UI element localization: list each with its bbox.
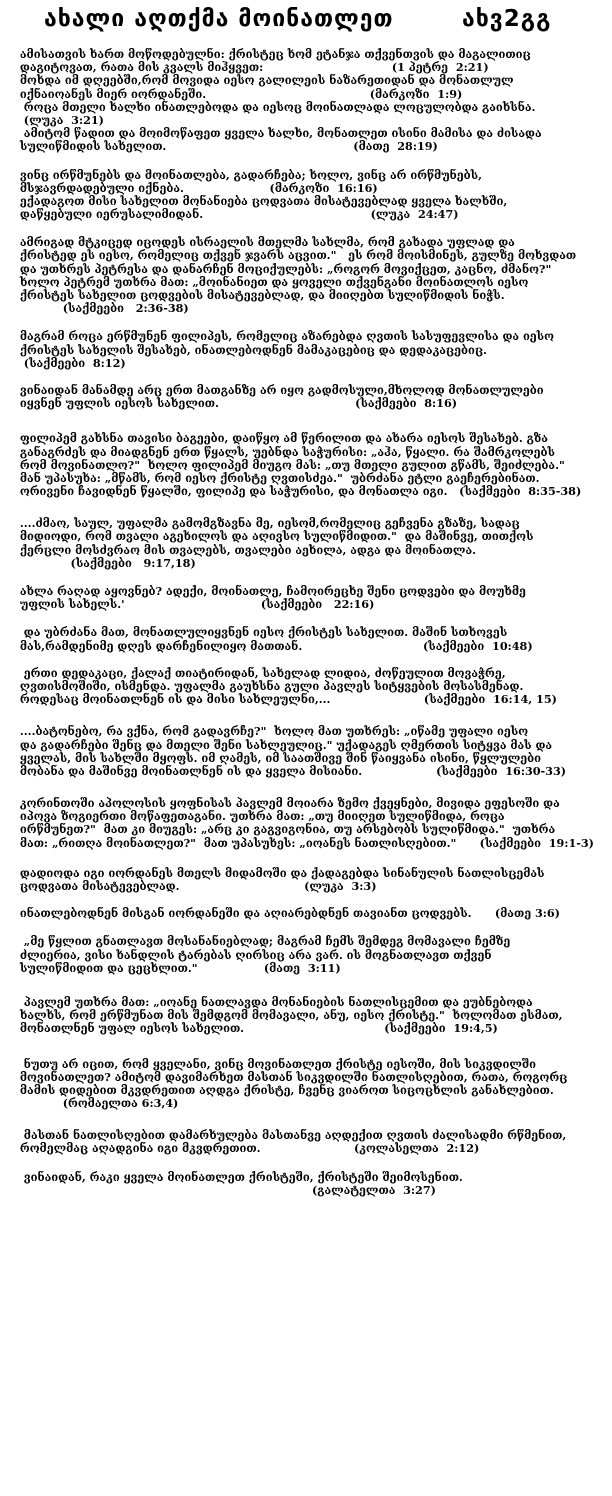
verse-line: ყველას, მის სახლში მყოფს. იმ ღამეს, იმ საათშივე შინ წაიყვანა ისინი, წყლულები bbox=[16, 751, 542, 765]
verse-line: ქრისტეს სახელის შესახებ, ინათლებოდნენ მამაკაცებიც და დედაკაცებიც. bbox=[16, 343, 487, 357]
verse-line: ვინც ირწმუნებს და მოინათლება, გადარჩება; ხოლო, ვინც არ ირწმუნებს, bbox=[16, 168, 482, 182]
verse-paragraph bbox=[16, 384, 600, 410]
verse-line: როცა მთელი ხალხი ინათლებოდა და იესოც მოინათლადა ლოცულობდა გაიხსნა. bbox=[16, 100, 536, 114]
verse-line: ვინაიდან მანამდე არც ერთ მათგანზე არ იყო გადმოსული,მხოლოდ მონათლულები bbox=[16, 383, 544, 397]
verse-paragraph bbox=[16, 996, 600, 1036]
verse-line: უფლის სახელს.' (საქმეები 22:16) bbox=[16, 598, 375, 612]
verse-line: და უთხრეს პეტრესა და დანარჩენ მოციქულებს: „როგორ მოვიქცეთ, კაცნო, ძმანო?" bbox=[16, 262, 552, 276]
verse-paragraph bbox=[16, 585, 600, 611]
verse-paragraph bbox=[16, 867, 600, 893]
verse-line: ქერცლი მოსძვრაო მის თვალებს, თვალები აეხილა, ადგა და მოინათლა. bbox=[16, 543, 476, 557]
verse-line: დაწყებული იერუსალიმიდან. (ლუკა 24:47) bbox=[16, 208, 459, 222]
verse-paragraph bbox=[16, 330, 600, 370]
verse-line: განაგრძეს და მიადგნენ ერთ წყალს, უებნდა საჭურისი: „აჰა, წყალი. რა შამრკოლებს bbox=[16, 445, 555, 459]
verse-line: სულიწმიდის სახელით. (მათე 28:19) bbox=[16, 140, 438, 154]
verse-line: ძლიერია, ვისი ხანდლის ტარებას ღირსიც არა ვარ. ის მოგნათლავთ თქვენ bbox=[16, 948, 492, 962]
verse-line: ორივენი ჩავიდნენ წყალში, ფილიპე და საჭურისი, და მონათლა იგი. (საქმეები 8:35-38) bbox=[16, 485, 582, 499]
verse-line: ნუთუ არ იცით, რომ ყველანი, ვინც მოვინათლეთ ქრისტე იესოში, მის სიკვდილში bbox=[16, 1057, 536, 1071]
verse-paragraph bbox=[16, 1171, 600, 1197]
verse-paragraph bbox=[16, 517, 600, 570]
verse-line: ირწმუნეთ?" მათ კი მიუგეს: „არც კი გაგვიგონია, თუ არსებობს სულიწმიდა." უთხრა bbox=[16, 823, 556, 837]
verse-line: და გადარჩები შენც და მთელი შენი სახლეულიც." უქადაგეს ღმერთის სიტყვა მას და bbox=[16, 738, 553, 752]
verse-paragraph bbox=[16, 797, 600, 850]
verse-line: ამისათვის ხართ მოწოდებულნი: ქრისტეც ხომ ეტანჯა თქვენთვის და მაგალითიც bbox=[16, 48, 531, 61]
verse-line: ვინაიდან, რაკი ყველა მოინათლეთ ქრისტეში, ქრისტეში შეიმოსენით. bbox=[16, 1170, 463, 1184]
verse-line: მონათლნენ უფალ იესოს სახელით. (საქმეები 19:4,5) bbox=[16, 1022, 498, 1036]
verse-paragraph bbox=[16, 48, 600, 154]
verse-line: ქრისტედ ეს იესო, რომელიც თქვენ ჯვარს აცვით." ეს რომ მოისმინეს, გულზე მოხვდათ bbox=[16, 249, 577, 263]
verse-line: მოხდა იმ დღეებში,რომ მოვიდა იესო გალილეის ნაზარეთიდან და მონათლულ bbox=[16, 74, 514, 88]
verse-line: და უბრძანა მათ, მონათლულიყვნენ იესო ქრისტეს სახელით. მაშინ სთხოვეს bbox=[16, 626, 508, 640]
verse-line: ინათლებოდნენ მისგან იორდანეში და აღიარებდნენ თავიანთ ცოდვებს. (მათე 3:6) bbox=[16, 907, 560, 921]
verse-line: ხოლო პეტრემ უთხრა მათ: „მოინანიეთ და ყოველი თქვენგანი მოინათლოს იესო bbox=[16, 275, 529, 289]
verse-line: ....ძმაო, საულ, უფალმა გამომგზავნა მე, იესომ,რომელიც გეჩვენა გზაზე, სადაც bbox=[16, 517, 520, 531]
verse-line: როდესაც მოინათლნენ ის და მისი სახლეულნი,... (საქმეები 16:14, 15) bbox=[16, 693, 557, 707]
verse-line: (საქმეები 2:36-38) bbox=[16, 302, 189, 316]
verse-line: ექადაგოთ მისი სახელით მონანიება ცოდვათა მისატევებლად ყველა ხალხში, bbox=[16, 194, 508, 208]
verse-line: ხალხს, რომ ერწმუნათ მის შემდგომ მომავალი, ანუ, იესო ქრისტე." ხოლომათ ესმათ, bbox=[16, 1009, 563, 1023]
verse-paragraph bbox=[16, 1129, 600, 1155]
verse-line: (გალატელთა 3:27) bbox=[16, 1183, 436, 1197]
verse-line: ერთი დედაკაცი, ქალაქ თიატირიდან, სახელად ლიდია, ძოწეულით მოვაჭრე, bbox=[16, 666, 506, 680]
verse-line: დადიოდა იგი იორდანეს მთელს მიდამოში და ქადაგებდა სინანულის ნათლისცემას bbox=[16, 866, 545, 880]
verse-line: დაგიტოვათ, რათა მის კვალს მიჰყვეთ: (1 პეტრე 2:21) bbox=[16, 61, 489, 75]
verse-line: მაგრამ როცა ერწმუნენ ფილიპეს, რომელიც აზარებდა ღვთის სასუფევლისა და იესო bbox=[16, 330, 554, 344]
verse-line: ქრისტეს სახელით ცოდვების მისატევებლად, და მიიღებთ სულიწმიდის ნიჭს. bbox=[16, 289, 505, 302]
verse-line: „მე წყლით გნათლავთ მოსანანიებლად; მაგრამ ჩემს შემდეგ მომავალი ჩემზე bbox=[16, 935, 511, 949]
verse-line: (საქმეები 9:17,18) bbox=[16, 556, 196, 570]
page-title bbox=[0, 2, 612, 42]
verse-line: მიდიოდი, რომ თვალი აგეხილოს და აღივსო სულიწმიდით." და მაშინვე, თითქოს bbox=[16, 530, 534, 544]
verse-line: რომ მოვინათლო?" ხოლო ფილიპემ მიუგო მას: „თუ მთელი გულით გწამს, შეიძლება." bbox=[16, 458, 565, 472]
verse-line: ღვთისმოშიში, ისმენდა. უფალმა გაუხსნა გული პავლეს სიტყვების მოსასმენად. bbox=[16, 679, 524, 693]
verse-line: მან უპასუხა: „მწამს, რომ იესო ქრისტე ღვთისძეა." უბრძანა ეტლი გაეჩერებინათ. bbox=[16, 471, 540, 485]
document-body bbox=[16, 48, 600, 1212]
verse-line: იყვნენ უფლის იესოს სახელით. (საქმეები 8:16) bbox=[16, 397, 458, 411]
verse-line: ახლა რაღად აყოვნებ? ადექი, მოინათლე, ჩამოირეცხე შენი ცოდვები და მოუხმე bbox=[16, 585, 526, 598]
verse-line: მამის დიდებით მკვდრეთით აღდგა ქრისტე, ჩვენც ვიაროთ სიცოცხლის განახლებით. bbox=[16, 1083, 554, 1097]
verse-line: ამრიგად მტკიცედ იცოდეს ისრაელის მთელმა სახლმა, რომ გახადა უფლად და bbox=[16, 236, 515, 250]
verse-line: იპოვა ზოგიერთი მოწაფეთაგანი. უთხრა მათ: „თუ მიიღეთ სულიწმიდა, როცა bbox=[16, 810, 505, 824]
verse-paragraph bbox=[16, 169, 600, 222]
verse-line: მობანა და მაშინვე მოინათლნენ ის და ყველა მისიანი. (საქმეები 16:30-33) bbox=[16, 764, 567, 778]
verse-line: ცოდვათა მისატევებლად. (ლუკა 3:3) bbox=[16, 880, 377, 893]
verse-line: მსჯავრდადებული იქნება. (მარკოზი 16:16) bbox=[16, 181, 378, 195]
verse-line: (საქმეები 8:12) bbox=[16, 356, 126, 370]
verse-line: ფილიპემ გახსნა თავისი ბაგეები, დაიწყო ამ წერილით და ახარა იესოს შესახებ. გზა bbox=[16, 432, 548, 446]
verse-line: მასთან ნათლისღებით დამარხულება მასთანვე აღდექით ღვთის ძალისადმი რწმენით, bbox=[16, 1129, 567, 1143]
page-title-left: ახალი აღთქმა მოინათლეთ bbox=[44, 6, 394, 32]
verse-line: (რომაელთა 6:3,4) bbox=[16, 1097, 179, 1111]
verse-paragraph bbox=[16, 725, 600, 778]
verse-line: კორინთოში აპოლოსის ყოფნისას პავლემ მოიარა ზემო ქვეყნები, მივიდა ეფესოში და bbox=[16, 797, 560, 811]
verse-line: იქნაიოანეს მიერ იორდანეში. (მარკოზი 1:9) bbox=[16, 87, 463, 101]
verse-line: (ლუკა 3:21) bbox=[16, 113, 104, 127]
verse-line: მოვინათლეთ? ამიტომ დავიმარხეთ მასთან სიკვდილში ნათლისღებით, რათა, როგორც bbox=[16, 1070, 568, 1084]
verse-line: სულიწმიდით და ცეცხლით." (მათე 3:11) bbox=[16, 961, 341, 975]
verse-line: ამიტომ წადით და მოიმოწაფეთ ყველა ხალხი, მონათლეთ ისინი მამისა და ძისადა bbox=[16, 127, 542, 141]
page-title-right: ახვ2გგ bbox=[462, 6, 552, 32]
verse-line: მას,რამდენიმე დღეს დარჩენილიყო მათთან. (საქმეები 10:48) bbox=[16, 639, 533, 653]
verse-paragraph bbox=[16, 935, 600, 975]
verse-paragraph bbox=[16, 626, 600, 652]
verse-paragraph bbox=[16, 667, 600, 707]
verse-paragraph bbox=[16, 1058, 600, 1111]
verse-line: მათ: „რითღა მოინათლეთ?" მათ უპასუხეს: „იოანეს ნათლისღებით." (საქმეები 19:1-3) bbox=[16, 836, 594, 850]
verse-paragraph bbox=[16, 236, 600, 315]
verse-line: ....ბატონებო, რა ვქნა, რომ გადავრჩე?" ხოლო მათ უთხრეს: „იწამე უფალი იესო bbox=[16, 725, 529, 739]
verse-paragraph bbox=[16, 907, 600, 920]
verse-paragraph bbox=[16, 432, 600, 498]
verse-line: პავლემ უთხრა მათ: „იოანე ნათლავდა მონანიების ნათლისცემით და ეუბნებოდა bbox=[16, 995, 533, 1009]
verse-line: რომელმაც აღადგინა იგი მკვდრეთით. (კოლასელთა 2:12) bbox=[16, 1142, 480, 1156]
